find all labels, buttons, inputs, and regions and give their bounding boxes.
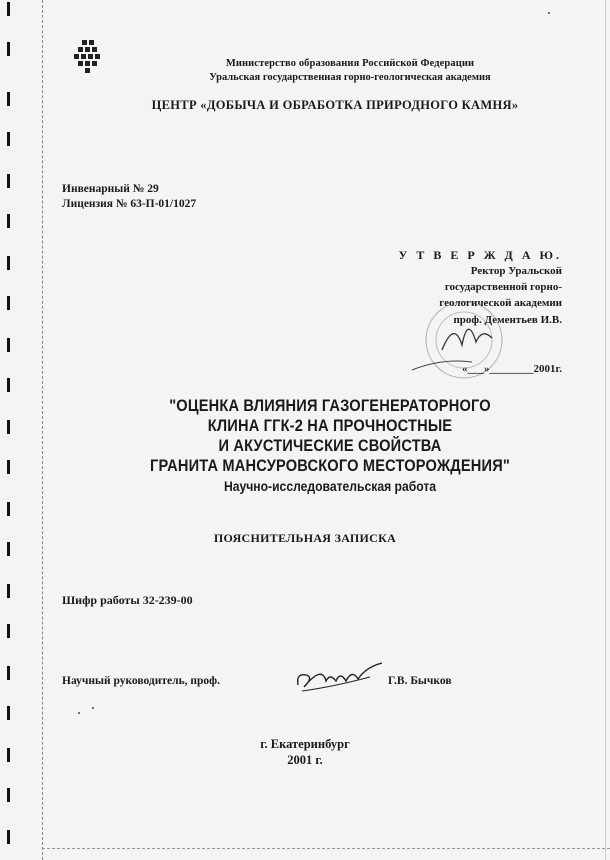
- document-title: [70, 396, 590, 498]
- binding-hole: [7, 666, 10, 680]
- binding-hole: [7, 256, 10, 270]
- page-bottom-edge: [42, 848, 610, 849]
- binding-hole: [7, 378, 10, 392]
- document-subtitle: Научно-исследовательская работа: [223, 479, 437, 494]
- binding-hole: [7, 420, 10, 434]
- scan-speck: [78, 712, 80, 714]
- binding-hole: [7, 460, 10, 474]
- year: 2001 г.: [287, 753, 323, 767]
- binding-hole: [7, 584, 10, 598]
- supervisor-label: Научный руководитель, проф.: [62, 675, 221, 687]
- page-right-edge: [605, 0, 606, 860]
- title-line: ГРАНИТА МАНСУРОВСКОГО МЕСТОРОЖДЕНИЯ": [150, 456, 510, 475]
- binding-hole: [7, 624, 10, 638]
- approval-heading: У Т В Е Р Ж Д А Ю.: [398, 248, 562, 262]
- ministry-name: Министерство образования Российской Федерации: [225, 58, 475, 69]
- academy-name: Уральская государственная горно-геологическая академия: [209, 72, 491, 83]
- license-number: Лицензия № 63-П-01/1027: [62, 198, 197, 210]
- approval-line: государственной горно-: [444, 281, 562, 293]
- scan-speck: [548, 12, 550, 14]
- binding-margin: [0, 0, 40, 860]
- page-left-edge: [42, 0, 44, 860]
- binding-hole: [7, 92, 10, 106]
- work-cipher: Шифр работы 32-239-00: [62, 593, 193, 607]
- approval-line: проф. Дементьев И.В.: [453, 314, 562, 326]
- seal-stamp-icon: [402, 300, 520, 390]
- binding-hole: [7, 788, 10, 802]
- city: г. Екатеринбург: [260, 737, 350, 751]
- center-name: ЦЕНТР «ДОБЫЧА И ОБРАБОТКА ПРИРОДНОГО КАМНЯ»: [151, 98, 519, 112]
- inventory-number: Инвенарный № 29: [62, 183, 159, 195]
- title-line: И АКУСТИЧЕСКИЕ СВОЙСТВА: [218, 436, 442, 455]
- approval-date: «___»________2001г.: [461, 363, 562, 375]
- supervisor-name: Г.В. Бычков: [388, 675, 452, 687]
- binding-hole: [7, 502, 10, 516]
- binding-hole: [7, 2, 10, 16]
- binding-hole: [7, 706, 10, 720]
- binding-hole: [7, 748, 10, 762]
- approval-line: Ректор Уральской: [470, 265, 562, 277]
- approval-line: геологической академии: [439, 297, 562, 309]
- binding-hole: [7, 296, 10, 310]
- scan-speck: [92, 707, 94, 709]
- binding-hole: [7, 214, 10, 228]
- binding-hole: [7, 542, 10, 556]
- binding-hole: [7, 830, 10, 844]
- binding-hole: [7, 132, 10, 146]
- binding-hole: [7, 174, 10, 188]
- signature-icon: [292, 655, 392, 699]
- academy-emblem-icon: [70, 38, 106, 74]
- binding-hole: [7, 42, 10, 56]
- title-line: КЛИНА ГГК-2 НА ПРОЧНОСТНЫЕ: [207, 416, 453, 435]
- binding-hole: [7, 338, 10, 352]
- document-type: ПОЯСНИТЕЛЬНАЯ ЗАПИСКА: [213, 531, 397, 545]
- title-line: "ОЦЕНКА ВЛИЯНИЯ ГАЗОГЕНЕРАТОРНОГО: [169, 396, 491, 415]
